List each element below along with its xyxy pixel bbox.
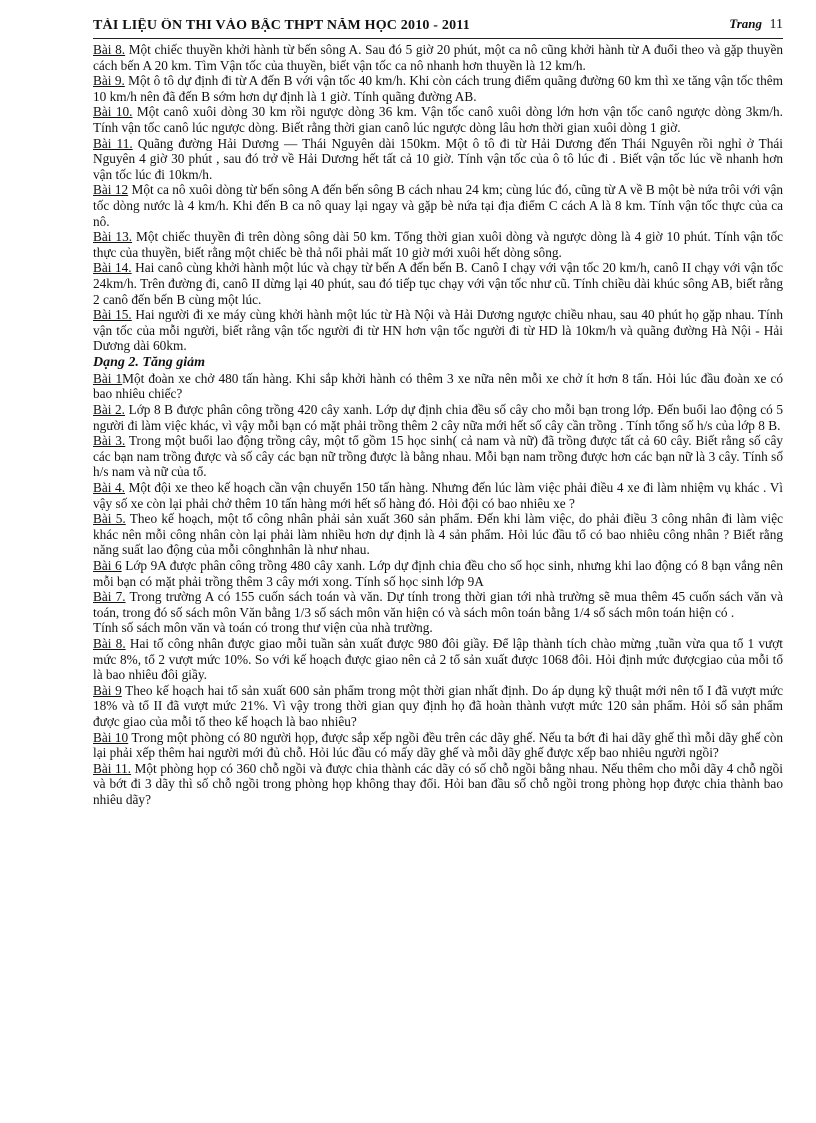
problem-text: Một ô tô dự định đi từ A đến B với vận tốc 40 km/h. Khi còn cách trung điểm quãng đường 60 km thì xe tăng vận tốc thêm 10 km/h nên đã đến B sớm hơn dự định là 1 giờ. Tính quãng đường AB. — [93, 73, 783, 104]
problem-label: Bài 7. — [93, 589, 126, 605]
problem-text: Một ca nô xuôi dòng từ bến sông A đến bến sông B cách nhau 24 km; cùng lúc đó, cũng từ A về B một bè nứa trôi với vận tốc dòng nước là 4 km/h. Khi đến B ca nô quay lại ngay và gặp bè nứa tại địa điểm C cách A là 8 km. Tính vận tốc thực của ca nô. — [93, 182, 783, 229]
problem-text: Một chiếc thuyền khởi hành từ bến sông A. Sau đó 5 giờ 20 phút, một ca nô cũng khởi hành từ A đuổi theo và gặp thuyền cách bến A 20 km. Tìm Vận tốc của thuyền, biết vận tốc ca nô nhanh hơn thuyền là 12 km/h. — [93, 42, 783, 73]
problem-list-increase-decrease — [93, 371, 783, 808]
problem-label: Bài 11. — [93, 135, 133, 151]
problem-label: Bài 6 — [93, 558, 122, 573]
problem-paragraph — [93, 730, 783, 761]
problem-list-distance — [93, 42, 783, 354]
page-header — [93, 18, 783, 39]
problem-paragraph — [93, 589, 783, 620]
problem-paragraph — [93, 402, 783, 433]
document-page — [93, 18, 783, 808]
problem-paragraph — [93, 73, 783, 104]
problem-text: Tính số sách môn văn và toán có trong thư viện của nhà trường. — [93, 620, 433, 636]
problem-label: Bài 10. — [93, 104, 133, 120]
problem-paragraph — [93, 636, 783, 683]
problem-paragraph — [93, 371, 783, 402]
problem-paragraph — [93, 511, 783, 558]
document-body — [93, 42, 783, 808]
problem-text: Một canô xuôi dòng 30 km rồi ngược dòng 36 km. Vận tốc canô xuôi dòng lớn hơn vận tốc canô ngược dòng 3km/h. Tính vận tốc canô lúc ngược dòng. Biết rằng thời gian canô lúc ngược dòng lâu hơn thời gian xuôi dòng 1 giờ. — [93, 104, 783, 135]
problem-text: Theo kế hoạch hai tổ sản xuất 600 sản phẩm trong một thời gian nhất định. Do áp dụng kỹ thuật mới nên tổ I đã vượt mức 18% và tổ II đã vượt mức 21%. Vì vậy trong thời gian quy định họ đã hoàn thành vượt mức 120 sản phẩm. Hỏi số sản phẩm được giao của mỗi tổ theo kế hoạch là bao nhiêu? — [93, 682, 783, 729]
problem-paragraph — [93, 42, 783, 73]
problem-label: Bài 4. — [93, 480, 126, 496]
problem-text: Trong trường A có 155 cuốn sách toán và văn. Dự tính trong thời gian tới nhà trường sẽ mua thêm 45 cuốn sách văn và toán, trong đó số sách môn Văn bằng 1/3 số sách môn văn hiện có và sách môn toán bằng 1/4 số sách môn toán hiện có . — [93, 589, 783, 620]
problem-text: Quãng đường Hải Dương — Thái Nguyên dài 150km. Một ô tô đi từ Hải Dương đến Thái Nguyên rồi nghỉ ở Thái Nguyên 4 giờ 30 phút , sau đó trở về Hải Dương hết tất cả 10 giờ. Tính vận tốc của ô tô lúc đi . Biết vận tốc lúc về nhanh hơn vận tốc lúc đi 10km/h. — [93, 135, 783, 182]
problem-text: Lớp 9A được phân công trồng 480 cây xanh. Lớp dự định chia đều cho số học sinh, nhưng khi lao động có 8 bạn vắng nên mỗi bạn có mặt phải trồng thêm 3 cây mới xong. Tính số học sinh lớp 9A — [93, 558, 783, 589]
problem-paragraph — [93, 480, 783, 511]
problem-label: Bài 1 — [93, 370, 123, 386]
problem-text: Một phòng họp có 360 chỗ ngồi và được chia thành các dãy có số chỗ ngồi bằng nhau. Nếu thêm cho mỗi dãy 4 chỗ ngồi và bớt đi 3 dãy thì số chỗ ngồi trong phòng họp không thay đổi. Hỏi ban đầu số chỗ ngồi trong phòng họp được chia thành bao nhiêu dãy? — [93, 760, 783, 807]
problem-paragraph — [93, 104, 783, 135]
page-indicator — [729, 16, 783, 33]
problem-text: Trong một buổi lao động trồng cây, một tổ gồm 15 học sinh( cả nam và nữ) đã trồng được tất cả 60 cây. Biết rằng số cây các bạn nam trồng được và số cây các bạn nữ trồng được là bằng nhau. Mỗi bạn nam trồng được hơn các bạn nữ là 3 cây. Tính số h/s nam và nữ của tổ. — [93, 433, 783, 480]
problem-label: Bài 12 — [93, 182, 129, 198]
problem-label: Bài 9 — [93, 682, 122, 698]
problem-paragraph — [93, 433, 783, 480]
problem-paragraph — [93, 558, 783, 589]
problem-paragraph — [93, 307, 783, 354]
problem-text: Lớp 8 B được phân công trồng 420 cây xanh. Lớp dự định chia đều số cây cho mỗi bạn trong lớp. Đến buổi lao động có 5 người đi làm việc khác, vì vậy mỗi bạn có mặt phải trồng thêm 2 cây nữa mới hết số cây cần trồng . Tính tổng số h/s của lớp 8 B. — [93, 402, 783, 433]
problem-label: Bài 15. — [93, 307, 132, 323]
problem-paragraph — [93, 136, 783, 183]
problem-label: Bài 14. — [93, 260, 132, 276]
problem-label: Bài 9. — [93, 73, 125, 89]
problem-paragraph — [93, 620, 783, 636]
problem-label: Bài 2. — [93, 402, 126, 418]
problem-text: Một đội xe theo kế hoạch cần vận chuyển 150 tấn hàng. Nhưng đến lúc làm việc phải điều 4 xe đi làm nhiệm vụ khác . Vì vậy số xe còn lại phải chở thêm 10 tấn hàng mới hết số hàng đó. Hỏi đội có bao nhiêu xe ? — [93, 480, 783, 511]
problem-text: Hai tổ công nhân được giao mỗi tuần sản xuất được 980 đôi giầy. Để lập thành tích chào mừng ,tuần vừa qua tổ 1 vượt mức 8%, tổ 2 vượt mức 10%. So với kế hoạch được giao nên cả 2 tổ sản xuất được 1068 đôi. Hỏi định mức đượcgiao của mỗi tổ là bao nhiêu đôi giầy. — [93, 635, 783, 683]
problem-label: Bài 8. — [93, 42, 126, 57]
problem-text: Theo kế hoạch, một tổ công nhân phải sản xuất 360 sản phẩm. Đến khi làm việc, do phải điều 3 công nhân đi làm việc khác nên mỗi công nhân còn lại phải làm nhiều hơn dự định là 4 sản phẩm. Hỏi lúc đầu tổ có bao nhiêu công nhân ? Biết rằng năng suất lao động của mỗi cônghnhân là như nhau. — [93, 511, 784, 558]
page-number: 11 — [769, 17, 783, 32]
page-word: Trang — [729, 16, 763, 31]
problem-label: Bài 10 — [93, 729, 129, 745]
problem-text: Hai canô cùng khởi hành một lúc và chạy từ bến A đến bến B. Canô I chạy với vận tốc 20 km/h, canô II chạy với vận tốc 24km/h. Trên đường đi, canô II dừng lại 40 phút, sau đó tiếp tục chạy với vận tốc như cũ. Tính chiều dài khúc sông AB, biết rằng 2 canô đến bến B cùng một lúc. — [93, 260, 783, 307]
problem-text: Một chiếc thuyền đi trên dòng sông dài 50 km. Tổng thời gian xuôi dòng và ngược dòng là 4 giờ 10 phút. Tính vận tốc thực của thuyền, biết rằng một chiếc bè thả nổi phải mất 10 giờ mới xuôi hết dòng sông. — [93, 229, 783, 260]
problem-paragraph — [93, 761, 783, 808]
problem-label: Bài 13. — [93, 229, 133, 245]
problem-paragraph — [93, 683, 783, 730]
problem-label: Bài 11. — [93, 760, 132, 776]
header-title: TÀI LIỆU ÔN THI VÀO BẬC THPT NĂM HỌC 2010 - 2011 — [93, 18, 470, 33]
section-title: Dạng 2. Tăng giảm — [93, 354, 206, 370]
problem-label: Bài 8. — [93, 635, 126, 651]
problem-text: Trong một phòng có 80 người họp, được sắp xếp ngồi đều trên các dãy ghế. Nếu ta bớt đi hai dãy ghế thì mỗi dãy ghế còn lại phải xếp thêm hai người mới đủ chỗ. Hỏi lúc đầu có mấy dãy ghế và mỗi dãy ghế được xếp bao nhiêu người ngồi? — [93, 729, 783, 761]
problem-paragraph — [93, 229, 783, 260]
problem-paragraph — [93, 182, 783, 229]
problem-label: Bài 5. — [93, 511, 126, 527]
problem-paragraph — [93, 260, 783, 307]
problem-text: Một đoàn xe chở 480 tấn hàng. Khi sắp khởi hành có thêm 3 xe nữa nên mỗi xe chở ít hơn 8 tấn. Hỏi lúc đầu đoàn xe có bao nhiêu chiếc? — [93, 370, 783, 402]
problem-label: Bài 3. — [93, 433, 126, 449]
problem-text: Hai người đi xe máy cùng khởi hành một lúc từ Hà Nội và Hải Dương ngược chiều nhau, sau 40 phút họ gặp nhau. Tính vận tốc của mỗi người, biết rằng vận tốc người đi từ HN hơn vận tốc người đi từ HD là 10km/h và quãng đường Hà Nội - Hải Dương dài 60km. — [93, 307, 783, 354]
